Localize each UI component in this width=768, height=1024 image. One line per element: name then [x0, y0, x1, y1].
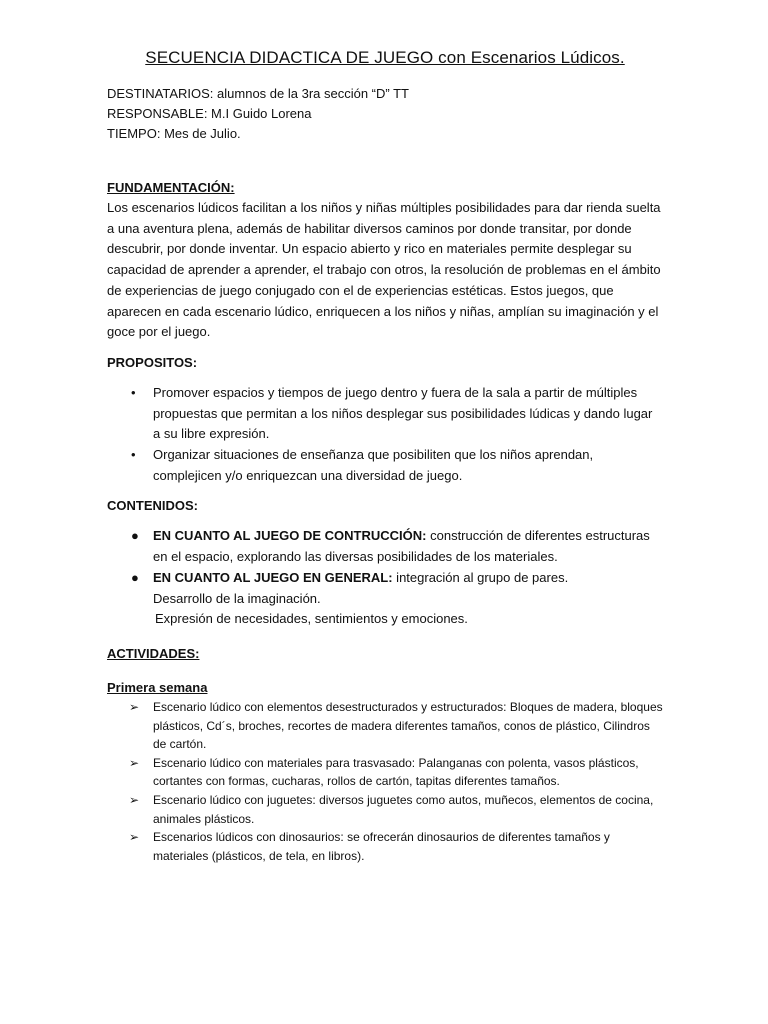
list-item: [107, 754, 663, 791]
fundamentacion-text: Los escenarios lúdicos facilitan a los niños y niñas múltiples posibilidades para dar rienda suelta a una aventura plena, además de habilitar diversos caminos por donde transitar, por donde descubrir, por donde inventar. Un espacio abierto y rico en materiales permite desplegar su capacidad de aprender a aprender, el trabajo con otros, la resolución de problemas en el ámbito de experiencias de juego conjugado con el de experiencias estéticas. Estos juegos, que aparecen en cada escenario lúdico, enriquecen a los niños y niñas, amplían su imaginación y el goce por el juego.: [107, 200, 661, 340]
meta-tiempo: [107, 124, 663, 144]
bullet-dot-icon: ●: [131, 528, 139, 544]
arrow-bullet-icon: ➢: [129, 792, 140, 807]
list-item: [107, 445, 663, 486]
meta-label: TIEMPO:: [107, 126, 161, 141]
propositos-heading: PROPOSITOS:: [107, 354, 198, 370]
meta-label: RESPONSABLE:: [107, 106, 208, 121]
actividades-heading: ACTIVIDADES:: [107, 645, 200, 661]
meta-destinatarios: [107, 84, 663, 104]
document-title: SECUENCIA DIDACTICA DE JUEGO con Escenarios Lúdicos.: [145, 48, 625, 67]
meta-responsable: [107, 104, 663, 124]
bullet-dot-icon: ●: [131, 569, 139, 585]
proposito-text: Promover espacios y tiempos de juego dentro y fuera de la sala a partir de múltiples propuestas que permitan a los niños desplegar sus posibilidades lúdicas y dando lugar a su libre expresión.: [153, 384, 653, 442]
actividad-text: Escenarios lúdicos con dinosaurios: se ofrecerán dinosaurios de diferentes tamaños y materiales (plásticos, de tela, en libros).: [153, 830, 610, 863]
proposito-text: Organizar situaciones de enseñanza que posibiliten que los niños aprendan, complejicen y/o enriquezcan una diversidad de juego.: [153, 447, 594, 483]
week-heading: Primera semana: [107, 679, 208, 695]
list-item: [107, 698, 663, 754]
meta-value: Mes de Julio.: [160, 126, 241, 141]
contenido-extra: Desarrollo de la imaginación.: [153, 590, 321, 606]
list-item: [107, 568, 663, 589]
propositos-list: [107, 383, 663, 487]
list-item: [107, 791, 663, 828]
contenido-text: integración al grupo de pares.: [392, 569, 569, 585]
meta-value: M.I Guido Lorena: [207, 106, 312, 121]
meta-value: alumnos de la 3ra sección “D” TT: [213, 86, 409, 101]
actividad-text: Escenario lúdico con juguetes: diversos juguetes como autos, muñecos, elementos de cocina, animales plásticos.: [153, 792, 654, 826]
contenido-bold: EN CUANTO AL JUEGO EN GENERAL:: [153, 569, 393, 585]
actividad-text: Escenario lúdico con materiales para trasvasado: Palanganas con polenta, vasos plásticos, cortantes con formas, cucharas, rollos de cartón, tapitas diferentes tamaños.: [153, 755, 639, 789]
arrow-bullet-icon: ➢: [129, 699, 140, 714]
actividad-text: Escenario lúdico con elementos desestructurados y estructurados: Bloques de madera, bloques plásticos, Cd´s, broches, recortes de madera diferentes tamaños, conos de plástico, Cilindros de cartón.: [153, 699, 663, 752]
list-item: [107, 828, 663, 865]
list-item: [107, 383, 663, 445]
arrow-bullet-icon: ➢: [129, 755, 140, 770]
contenido-extra: Expresión de necesidades, sentimientos y emociones.: [155, 611, 468, 627]
bullet-dot-icon: •: [131, 384, 136, 400]
contenidos-heading: CONTENIDOS:: [107, 498, 198, 514]
contenido-text: construcción de diferentes estructuras en el espacio, explorando las diversas posibilidades de los materiales.: [153, 528, 650, 565]
meta-label: DESTINATARIOS:: [107, 86, 214, 101]
fundamentacion-heading: FUNDAMENTACIÓN:: [107, 180, 235, 195]
arrow-bullet-icon: ➢: [129, 830, 140, 845]
contenido-bold: EN CUANTO AL JUEGO DE CONTRUCCIÓN:: [153, 528, 427, 544]
bullet-dot-icon: •: [131, 447, 136, 463]
actividades-list: [107, 698, 663, 865]
contenidos-list: [107, 526, 663, 588]
list-item: [107, 526, 663, 567]
